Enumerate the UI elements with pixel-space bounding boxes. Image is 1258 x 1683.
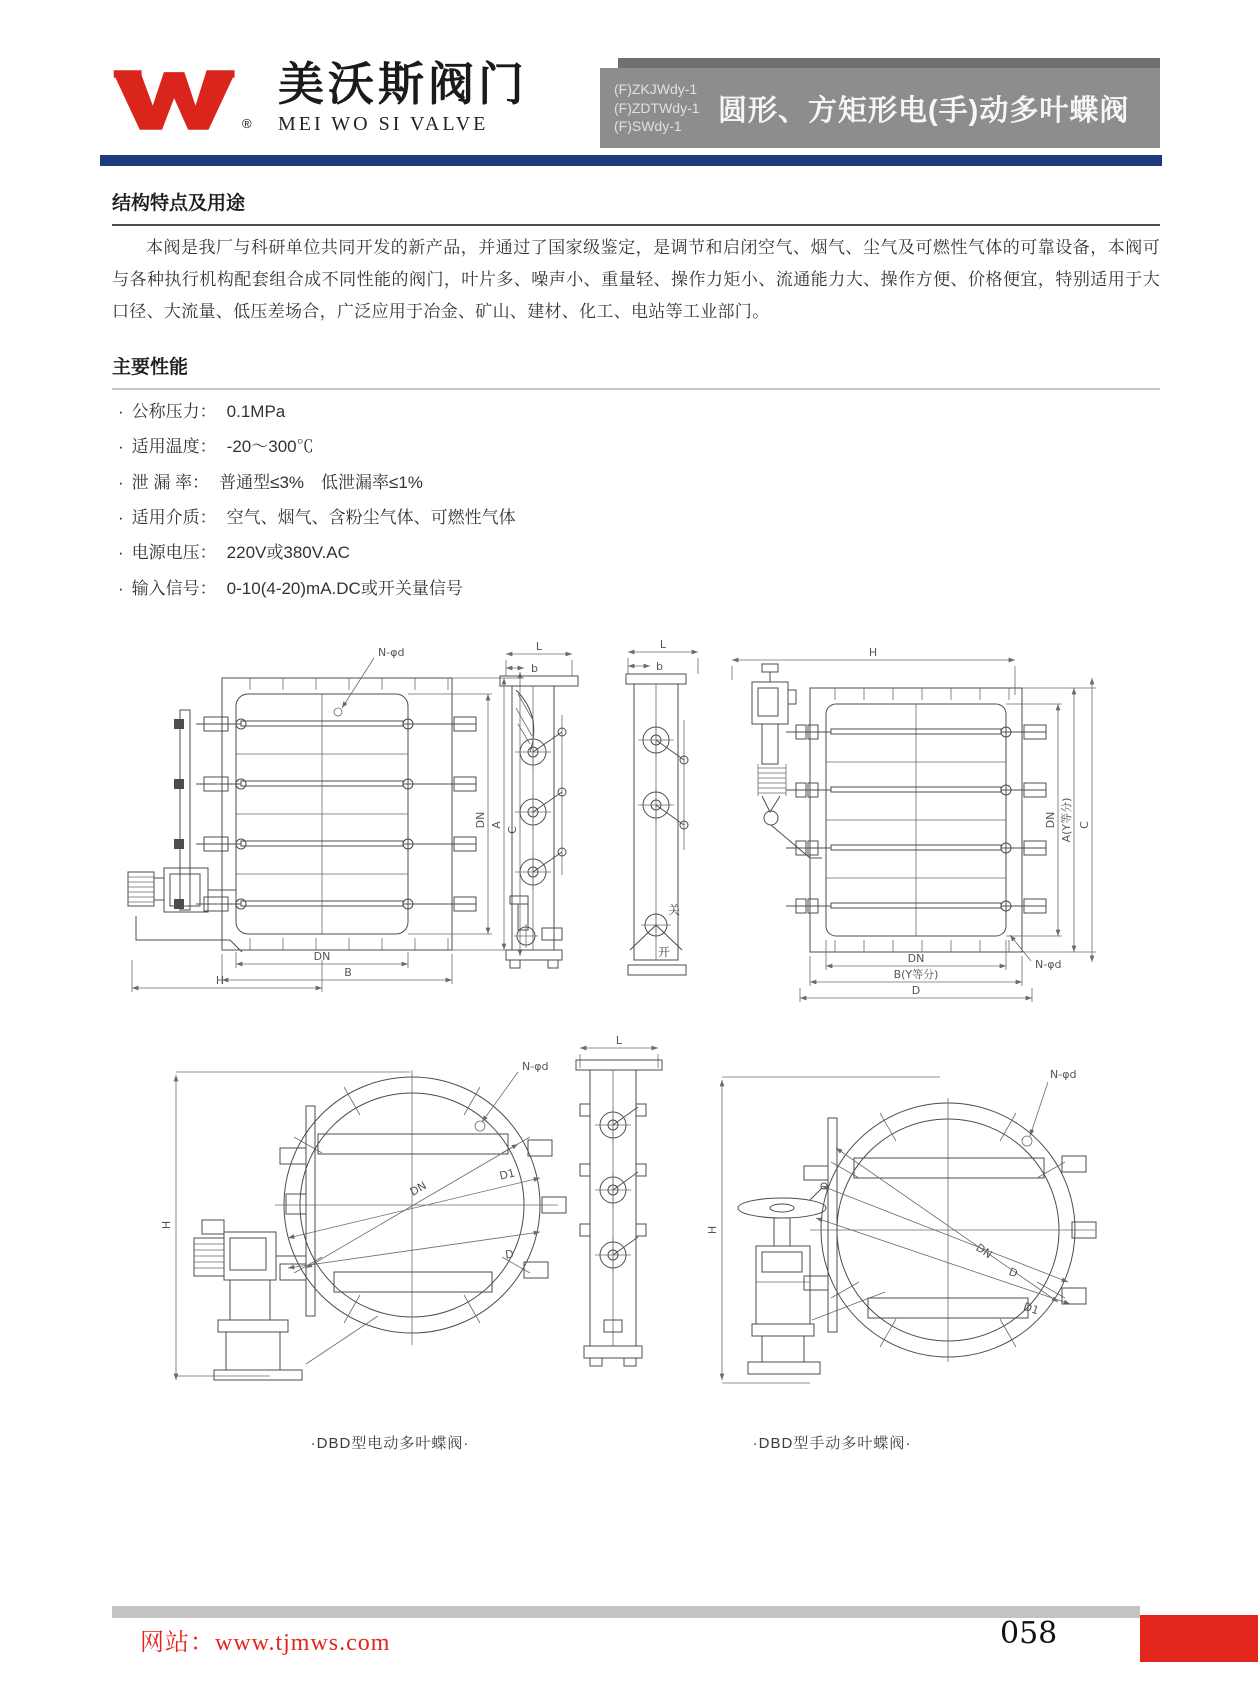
caption-manual-valve: ·DBD型手动多叶蝶阀· — [752, 1435, 912, 1452]
drawing-square-valve-side — [500, 640, 578, 968]
product-title: 圆形、方矩形电(手)动多叶蝶阀 — [718, 94, 1130, 127]
spec-label: 电源电压： — [131, 543, 217, 563]
spec-list — [118, 394, 516, 606]
dim-label-a: A — [490, 821, 503, 829]
spec-label: 适用介质： — [131, 508, 217, 528]
dim-label-dn: DN — [907, 952, 925, 965]
header-divider — [100, 155, 1162, 166]
dim-label-h: H — [706, 1225, 719, 1235]
performance-heading: 主要性能 — [112, 352, 1160, 390]
dim-label-dn: DN — [407, 1179, 429, 1199]
valve-open-label: 开 — [658, 945, 671, 959]
dim-label-dn: DN — [1044, 811, 1057, 829]
spec-bullet: · — [118, 578, 124, 598]
dim-label-n-phi-d: N-φd — [1050, 1068, 1077, 1081]
drawing-round-valve-manual — [706, 1068, 1096, 1383]
spec-value: -20～300℃ — [226, 437, 314, 457]
spec-bullet: · — [118, 543, 124, 563]
brand-name-cn: 美沃斯阀门 — [278, 59, 528, 110]
dim-label-b-div: B(Y等分) — [893, 968, 939, 981]
drawing-square-valve-manual — [732, 646, 1096, 1002]
brand-logo-icon — [110, 60, 268, 140]
spec-item — [118, 571, 516, 606]
footer-divider — [112, 1606, 1140, 1618]
drawing-round-valve-electric — [160, 1060, 566, 1380]
dim-label-h: H — [160, 1220, 173, 1230]
dim-label-d1: D1 — [498, 1166, 517, 1183]
dim-label-dn: DN — [973, 1241, 995, 1262]
spec-value: 0-10(4-20)mA.DC或开关量信号 — [226, 578, 463, 598]
spec-label: 公称压力： — [131, 402, 217, 421]
dim-label-d: D — [911, 984, 921, 997]
dim-label-n-phi-d: N-φd — [522, 1060, 549, 1073]
dim-label-d1: D1 — [1021, 1300, 1041, 1318]
dim-label-a-div: A(Y等分) — [1060, 797, 1073, 843]
spec-bullet: · — [118, 508, 124, 528]
spec-item — [118, 429, 516, 464]
model-box-top-strip — [618, 58, 1160, 68]
drawing-square-valve-electric-front — [128, 646, 524, 992]
dim-label-d: D — [1006, 1265, 1020, 1281]
product-title-box — [600, 68, 1160, 148]
brand-text — [278, 60, 528, 136]
dim-label-b-small: b — [656, 660, 663, 673]
dim-label-l: L — [615, 1034, 623, 1047]
brand-name-en: MEI WO SI VALVE — [278, 112, 489, 135]
model-code: (F)SWdy-1 — [614, 118, 682, 135]
spec-value: 空气、烟气、含粉尘气体、可燃性气体 — [226, 508, 516, 528]
spec-item — [118, 394, 516, 429]
brand-logo — [110, 60, 528, 140]
drawing-round-valve-side — [576, 1034, 662, 1366]
model-code: (F)ZKJWdy-1 — [614, 80, 698, 97]
dim-label-l: L — [659, 638, 667, 651]
spec-item — [118, 500, 516, 535]
dim-label-b: B — [344, 966, 352, 979]
spec-item — [118, 535, 516, 570]
spec-value: 0.1MPa — [226, 402, 286, 421]
spec-label: 泄 漏 率： — [131, 472, 210, 492]
footer-accent-block — [1140, 1615, 1258, 1662]
dim-label-d: D — [504, 1247, 515, 1262]
dim-label-h: H — [215, 974, 225, 987]
website-label: 网站： — [140, 1630, 215, 1656]
website-text — [140, 1622, 390, 1657]
dim-label-c: C — [1078, 821, 1091, 829]
spec-bullet: · — [118, 437, 124, 457]
drawing-square-valve-linkage — [626, 638, 698, 975]
model-code: (F)ZDTWdy-1 — [614, 99, 700, 116]
spec-bullet: · — [118, 402, 124, 421]
website-url: www.tjmws.com — [215, 1630, 391, 1656]
spec-value: 220V或380V.AC — [226, 543, 350, 563]
registered-mark: ® — [241, 115, 252, 131]
spec-label: 适用温度： — [131, 437, 217, 457]
page-number: 058 — [1000, 1616, 1058, 1651]
drawings-area — [110, 620, 1150, 1490]
spec-value: 普通型≤3% 低泄漏率≤1% — [219, 472, 423, 492]
dim-label-n-phi-d: N-φd — [1035, 958, 1062, 971]
features-heading: 结构特点及用途 — [112, 188, 1160, 226]
dim-label-n-phi-d: N-φd — [378, 646, 405, 659]
dim-label-dn: DN — [313, 950, 331, 963]
spec-bullet: · — [118, 472, 124, 492]
spec-item — [118, 465, 516, 500]
model-codes — [600, 80, 718, 137]
dim-label-l: L — [535, 640, 543, 653]
features-body: 本阀是我厂与科研单位共同开发的新产品，并通过了国家级鉴定，是调节和启闭空气、烟气、尘气及可燃性气体的可靠设备，本阀可与各种执行机构配套组合成不同性能的阀门，叶片多、噪声小、重量轻、操作力矩小、流通能力大、操作方便、价格便宜，特别适用于大口径、大流量、低压差场合，广泛应用于冶金、矿山、建材、化工、电站等工业部门。 — [112, 238, 1160, 321]
dim-label-h: H — [868, 646, 878, 659]
dim-label-c: C — [506, 826, 519, 834]
dim-label-b-small: b — [531, 662, 538, 675]
caption-electric-valve: ·DBD型电动多叶蝶阀· — [310, 1435, 470, 1452]
spec-label: 输入信号： — [131, 578, 217, 598]
valve-close-label: 关 — [668, 903, 681, 917]
dim-label-dn: DN — [474, 811, 487, 829]
engineering-drawing-svg — [110, 620, 1150, 1420]
